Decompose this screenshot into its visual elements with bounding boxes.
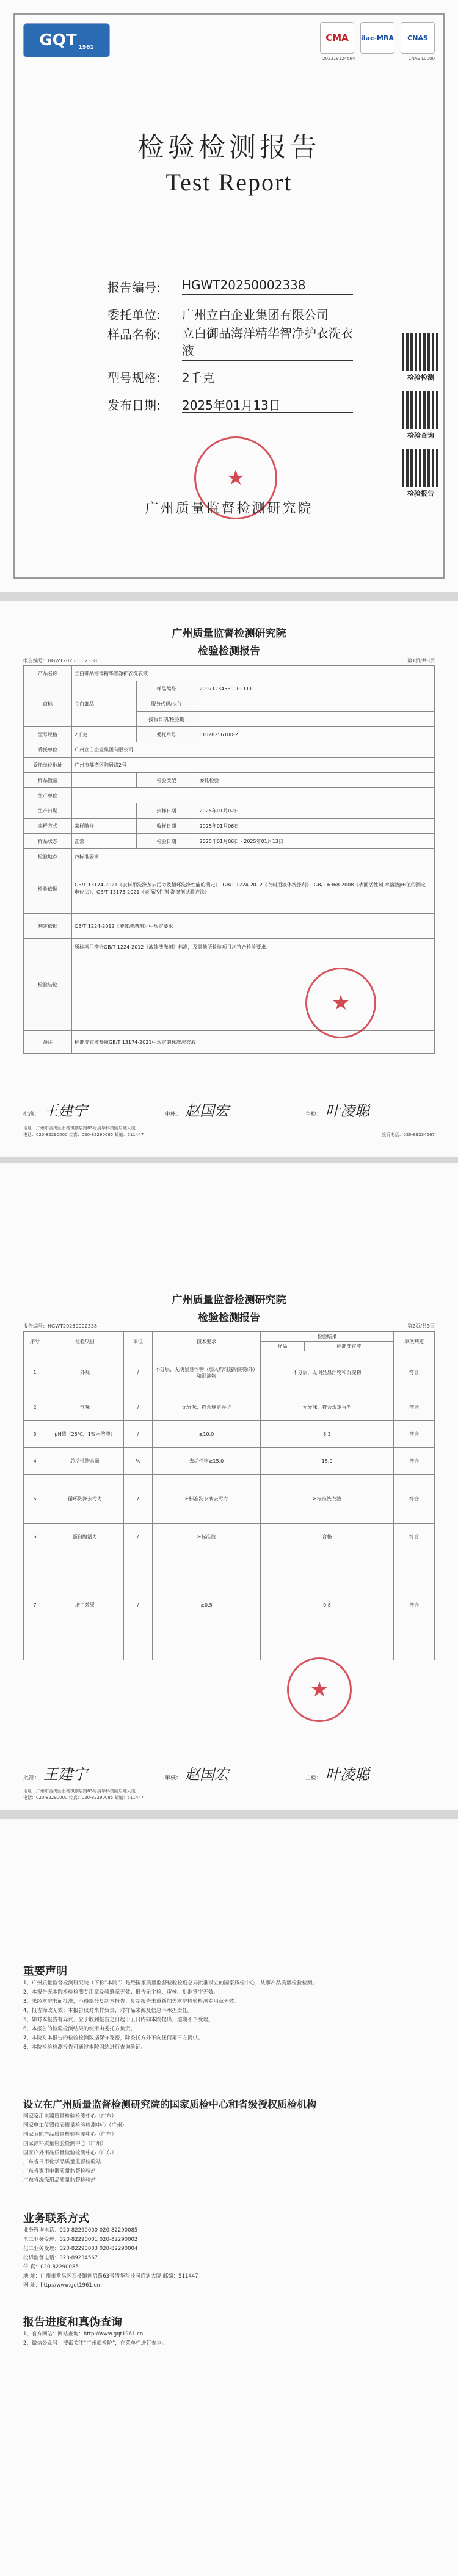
- table-row: 判定依据 QB/T 1224-2012《液体洗涤剂》中规定要求: [24, 914, 435, 939]
- underline: [182, 360, 353, 361]
- underline: [182, 412, 353, 413]
- list-item: 1、官方网站：网站查询：http://www.gqt1961.cn: [23, 2331, 144, 2337]
- table-header: 序号 检验项目 单位 技术要求 检验结果 单项判定: [24, 1332, 435, 1342]
- table-row: 1 外观 / 不分层，无明显悬浮物（加入均匀透明的除外）和沉淀物 不分层，无明显悬浮物和沉淀物 符合: [24, 1351, 435, 1394]
- qr-code-icon[interactable]: [402, 333, 440, 371]
- signature-audit: 审核： 赵国宏: [165, 1102, 230, 1120]
- table-row: 委托单位 广州立白企业集团有限公司: [24, 742, 435, 758]
- qr-label: 检验报告: [407, 490, 434, 497]
- gqt-logo: [23, 23, 110, 57]
- query-list: [23, 2330, 435, 2348]
- table-subheader: 样品 标准洗衣液: [24, 1342, 435, 1351]
- qr-label: 检验检测: [407, 374, 434, 382]
- list-item: 传 真：020-82290085: [23, 2264, 79, 2270]
- table-row: 样品数量 检验类型 委托检验: [24, 773, 435, 788]
- list-item: 投诉监督电话：020-89234567: [23, 2255, 98, 2261]
- table-row: 5 循环洗涤去污力 / ≥标准洗衣液去污力 ≥标准洗衣液 符合: [24, 1475, 435, 1524]
- signature-prepare: 主检： 叶凌聪: [305, 1102, 370, 1120]
- seal-stamp-icon: ★: [287, 1657, 352, 1722]
- table-row: 生产单位: [24, 788, 435, 803]
- list-item: 广东省日用化学品质量监督检验站: [23, 2159, 101, 2165]
- list-item: 7、本院对本报告的检验检测数据保守秘密，除委托方外不向任何第三方提供。: [23, 2035, 203, 2041]
- list-item: 2、微信公众号：搜索关注“广州质检院”，在菜单栏进行查询。: [23, 2340, 167, 2346]
- list-item: 地 址：广州市番禺区石楼镇创启路63号清华科技园启迪大厦 邮编：511447: [23, 2273, 198, 2279]
- signature-approve: 批准： 王建宁: [23, 1102, 88, 1120]
- page-number: 第2页/共3页: [407, 1323, 435, 1329]
- center-list: [23, 2112, 435, 2185]
- table-row: 来样方式 来样随样 收样日期 2025年01月06日: [24, 819, 435, 834]
- table-row: 产品名称 立白御品海洋精华智净护衣洗衣液: [24, 666, 435, 681]
- page-footnote: 地址：广州市番禺区石楼镇创启路63号清华科技园启迪大厦 电话：020-82290000 传真：020-82290085 邮编：511447: [23, 1789, 144, 1800]
- list-item: 1、广州质量监督检测研究院（下称“本院”）是经国家质量监督检验检疫总局批准设立的国家质检中心，从事产品质量检验检测。: [23, 1980, 318, 1986]
- logo-text: GQT: [39, 31, 77, 49]
- table-row: 型号规格 2千克 委托单号 L1028256100-2: [24, 727, 435, 742]
- table-row: 委托单位地址 广州市荔湾区陆居路2号: [24, 758, 435, 773]
- report-subtitle: 检验检测报告: [198, 1312, 260, 1324]
- page-number: 第1页/共3页: [407, 658, 435, 664]
- list-item: 广东省家用电器质量监督检验站: [23, 2168, 96, 2174]
- contact-heading: 业务联系方式: [23, 2212, 89, 2225]
- ilac-mark: ilac-MRA: [360, 22, 394, 54]
- list-item: 国家家用电器质量检验检测中心（广东）: [23, 2113, 117, 2119]
- signature-audit: 审核： 赵国宏: [165, 1766, 230, 1783]
- report-subtitle: 检验检测报告: [198, 645, 260, 657]
- center-heading: 设立在广州质量监督检测研究院的国家质检中心和省级授权质检机构: [23, 2099, 317, 2110]
- logo-sub: 1961: [78, 45, 94, 51]
- field-client: 委托单位: 广州立白企业集团有限公司: [107, 308, 329, 322]
- table-row: 备注 标准洗衣液参照GB/T 13174-2021中规定的标准洗衣液: [24, 1031, 435, 1054]
- table-row: 检验依据 GB/T 13174-2021《衣料用洗涤剂去污力及循环洗涤性能的测定》、GB/T 1224-2012《衣料用液体洗涤剂》、GB/T 6368-2008《表面活性剂 水溶液pH值的测定 电位法》、GB/T 13173-2021《表面活性剂 洗涤剂试验方法》: [24, 864, 435, 914]
- table-row: 服务代码/执行: [24, 696, 435, 712]
- list-item: 6、本报告的检验检测结果的使用由委托方负责。: [23, 2026, 136, 2032]
- list-item: 国家户外用品质量检验检测中心（广东）: [23, 2150, 117, 2156]
- list-item: 2、本报告无本院检验检测专用章及骑缝章无效；报告无主检、审核、批准签字无效。: [23, 1989, 219, 1995]
- list-item: 3、未经本院书面批准，不得部分复制本报告；复制报告未重新加盖本院检验检测专用章无效。: [23, 1999, 239, 2005]
- list-item: 化工业务受理：020-82290003 020-82290004: [23, 2246, 138, 2252]
- notice-page: [0, 1819, 458, 2576]
- report-number: 报告编号：HGWT20250002338: [23, 658, 97, 664]
- list-item: 5、如对本报告有异议，应于收到报告之日起十五日内向本院提出，逾期不予受理。: [23, 2017, 214, 2023]
- cert-no-cma: 202319124564: [322, 56, 355, 61]
- cma-mark: CMA: [320, 22, 354, 54]
- table-row: 样品状态 正常 检验日期 2025年01月06日 - 2025年01月13日: [24, 834, 435, 849]
- list-item: 4、报告涂改无效；本报告仅对来样负责，对样品来源及信息不承担责任。: [23, 2008, 193, 2014]
- field-sample-name: 样品名称: 立白御品海洋精华智净护衣洗衣液: [107, 326, 353, 358]
- table-row: 检验结论 所检项目符合QB/T 1224-2012《液体洗涤剂》标准，及其他所检验项目均符合检验要求。: [24, 939, 435, 1031]
- page-heading: [0, 624, 458, 657]
- table-row: 3 pH值（25℃，1%水溶液） / ≤10.0 8.3 符合: [24, 1421, 435, 1448]
- info-page: [0, 601, 458, 1157]
- list-item: 8、本院检验检测报告可通过本院网站进行查询验证。: [23, 2044, 146, 2050]
- institute-name: 广州质量监督检测研究院: [145, 501, 313, 516]
- signature-approve: 批准： 王建宁: [23, 1766, 88, 1783]
- underline: [182, 294, 353, 295]
- report-title-cn: 检验检测报告: [137, 132, 321, 163]
- list-item: 网 址：http://www.gqt1961.cn: [23, 2282, 100, 2288]
- notice-heading: 重要声明: [23, 1965, 67, 1978]
- table-row: 检验地点 四标准要求: [24, 849, 435, 864]
- cnas-mark: CNAS: [401, 22, 435, 54]
- table-row: 6 蛋白酶活力 / ≥标准值 合格 符合: [24, 1524, 435, 1550]
- signature-prepare: 主检： 叶凌聪: [305, 1766, 370, 1783]
- institute-title: 广州质量监督检测研究院: [172, 1294, 286, 1306]
- list-item: 广东省洗涤用品质量监督检验站: [23, 2177, 96, 2183]
- certification-marks: [320, 22, 435, 54]
- notice-list: [23, 1979, 435, 2052]
- field-report-no: 报告编号: HGWT20250002338: [107, 278, 306, 295]
- results-page: [0, 1163, 458, 1810]
- qr-code-icon[interactable]: [402, 449, 440, 487]
- list-item: 国家涂料质量检验检测中心（广州）: [23, 2141, 107, 2147]
- results-table: [23, 1331, 435, 1660]
- seal-stamp-icon: ★: [305, 968, 376, 1038]
- list-item: 业务咨询电话：020-82290000 020-82290085: [23, 2227, 138, 2234]
- list-item: 电工业务受理：020-82290001 020-82290002: [23, 2237, 138, 2243]
- query-heading: 报告进度和真伪查询: [23, 2316, 122, 2329]
- table-row: 4 总活性物含量 % 去活性物≥15.0 18.0 符合: [24, 1448, 435, 1475]
- table-row: 2 气味 / 无异味，符合规定香型 无异味，符合规定香型 符合: [24, 1394, 435, 1421]
- field-issue-date: 发布日期: 2025年01月13日: [107, 398, 281, 413]
- seal-stamp-icon: ★: [194, 436, 277, 519]
- hotline: 投诉电话：020-89234567: [382, 1132, 435, 1137]
- report-number: 报告编号：HGWT20250002338: [23, 1323, 97, 1329]
- list-item: 国家电工仪器仪表质量检验检测中心（广州）: [23, 2122, 128, 2129]
- cert-numbers: [322, 56, 435, 61]
- qr-code-icon[interactable]: [402, 391, 440, 429]
- field-model: 型号规格: 2千克: [107, 371, 214, 385]
- qr-label: 检验查询: [407, 432, 434, 440]
- institute-title: 广州质量监督检测研究院: [172, 628, 286, 640]
- table-row: 7 增白效果 / ≥0.5 0.8 符合: [24, 1550, 435, 1660]
- table-row: 接收日期/检验期: [24, 712, 435, 727]
- page-heading: [0, 1291, 458, 1324]
- list-item: 国家节能产品质量检验检测中心（广东）: [23, 2132, 117, 2138]
- cover-page: [0, 0, 458, 592]
- contact-list: [23, 2226, 435, 2290]
- report-title-en: Test Report: [165, 168, 293, 196]
- table-row: 商标 立白御品 样品编号 20971234580002111: [24, 681, 435, 696]
- page-footnote: 地址：广州市番禺区石楼镇创启路63号清华科技园启迪大厦 电话：020-82290000 传真：020-82290085 邮编：511447: [23, 1126, 144, 1137]
- cert-no-cnas: CNAS L0000: [408, 56, 435, 61]
- table-row: 生产日期 到样日期 2025年01月02日: [24, 803, 435, 819]
